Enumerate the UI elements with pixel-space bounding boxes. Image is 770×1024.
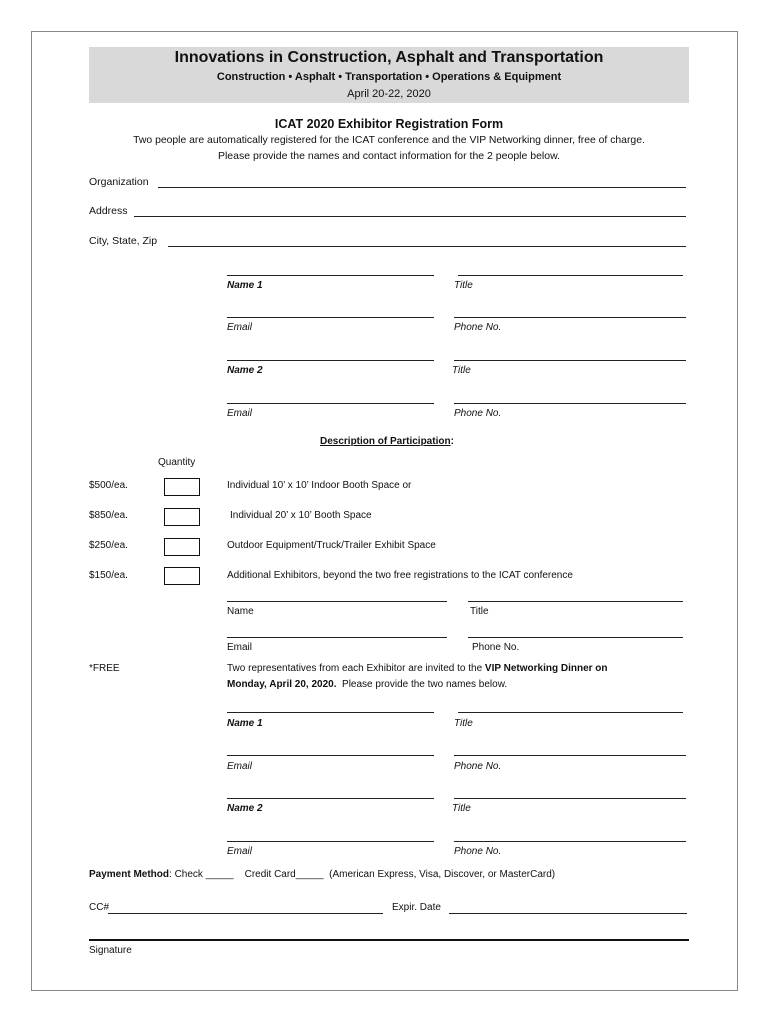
phone1-label: Phone No. [454,322,502,333]
dinner-phone2-field[interactable] [454,841,686,842]
dinner-email1-field[interactable] [227,755,434,756]
additional-phone-field[interactable] [468,637,683,638]
quantity-box-150[interactable] [164,567,200,585]
price-150: $150/ea. [89,570,128,581]
dinner-name1-field[interactable] [227,712,434,713]
dinner-phone1-field[interactable] [454,755,686,756]
signature-label: Signature [89,945,132,956]
quantity-label: Quantity [158,457,196,468]
page-border [31,31,738,991]
participation-heading-text: Description of Participation [320,436,451,447]
dinner-name1-label: Name 1 [227,718,263,729]
name1-label: Name 1 [227,280,263,291]
email2-field[interactable] [227,403,434,404]
title1-field[interactable] [458,275,683,276]
cc-number-field[interactable] [108,913,383,914]
dinner-email2-field[interactable] [227,841,434,842]
name1-field[interactable] [227,275,434,276]
expir-date-label: Expir. Date [392,902,441,913]
free-text-line2 [227,679,507,690]
dinner-title2-label: Title [452,803,471,814]
price-250: $250/ea. [89,540,128,551]
price-500: $500/ea. [89,480,128,491]
desc-150: Additional Exhibitors, beyond the two free registrations to the ICAT conference [227,570,573,581]
dinner-title2-field[interactable] [454,798,686,799]
cc-label: CC# [89,902,110,913]
title1-label: Title [454,280,473,291]
payment-method-line [89,869,555,880]
additional-email-field[interactable] [227,637,447,638]
additional-title-label: Title [470,606,489,617]
organization-field[interactable] [158,187,686,188]
city-state-zip-label: City, State, Zip [89,235,158,247]
signature-line[interactable] [89,939,689,941]
title2-field[interactable] [454,360,686,361]
intro-line-1: Two people are automatically registered for the ICAT conference and the VIP Networking dinner, free of charge. [133,135,645,146]
expir-date-field[interactable] [449,913,687,914]
organization-label: Organization [89,176,149,188]
free-text-bold2: Monday, April 20, 2020. [227,679,337,690]
dinner-name2-label: Name 2 [227,803,263,814]
payment-method-options: : Check _____ Credit Card_____ (American Express, Visa, Discover, or MasterCard) [169,869,556,880]
payment-method-label: Payment Method [89,869,170,880]
email2-label: Email [227,408,253,419]
quantity-box-500[interactable] [164,478,200,496]
phone2-field[interactable] [454,403,686,404]
dinner-phone1-label: Phone No. [454,761,502,772]
additional-email-label: Email [227,642,253,653]
dinner-title1-field[interactable] [458,712,683,713]
intro-line-2: Please provide the names and contact information for the 2 people below. [217,150,561,162]
city-state-zip-field[interactable] [168,246,686,247]
email1-field[interactable] [227,317,434,318]
participation-heading-colon: : [450,436,454,447]
participation-heading [320,436,454,447]
email1-label: Email [227,322,253,333]
additional-title-field[interactable] [468,601,683,602]
dinner-email1-label: Email [227,761,253,772]
quantity-box-250[interactable] [164,538,200,556]
free-label: *FREE [89,663,120,674]
name2-field[interactable] [227,360,434,361]
address-field[interactable] [134,216,686,217]
desc-500: Individual 10’ x 10’ Indoor Booth Space or [227,480,412,491]
dinner-title1-label: Title [454,718,473,729]
additional-phone-label: Phone No. [472,642,520,653]
form-title: ICAT 2020 Exhibitor Registration Form [274,117,504,131]
free-text-line1 [227,663,608,674]
quantity-box-850[interactable] [164,508,200,526]
desc-850: Individual 20’ x 10’ Booth Space [230,510,372,521]
event-dates: April 20-22, 2020 [347,88,431,100]
phone2-label: Phone No. [454,408,502,419]
additional-name-field[interactable] [227,601,447,602]
free-text-intro: Two representatives from each Exhibitor are invited to the [227,663,485,674]
name2-label: Name 2 [227,365,263,376]
event-subtitle: Construction • Asphalt • Transportation • Operations & Equipment [216,71,562,83]
price-850: $850/ea. [89,510,128,521]
event-title: Innovations in Construction, Asphalt and Transportation [174,49,604,66]
title2-label: Title [452,365,471,376]
additional-name-label: Name [227,606,254,617]
address-label: Address [89,205,128,217]
dinner-email2-label: Email [227,846,253,857]
free-text-after: Please provide the two names below. [336,679,508,690]
dinner-phone2-label: Phone No. [454,846,502,857]
desc-250: Outdoor Equipment/Truck/Trailer Exhibit Space [227,540,436,551]
dinner-name2-field[interactable] [227,798,434,799]
phone1-field[interactable] [454,317,686,318]
free-text-bold1: VIP Networking Dinner on [484,663,608,674]
